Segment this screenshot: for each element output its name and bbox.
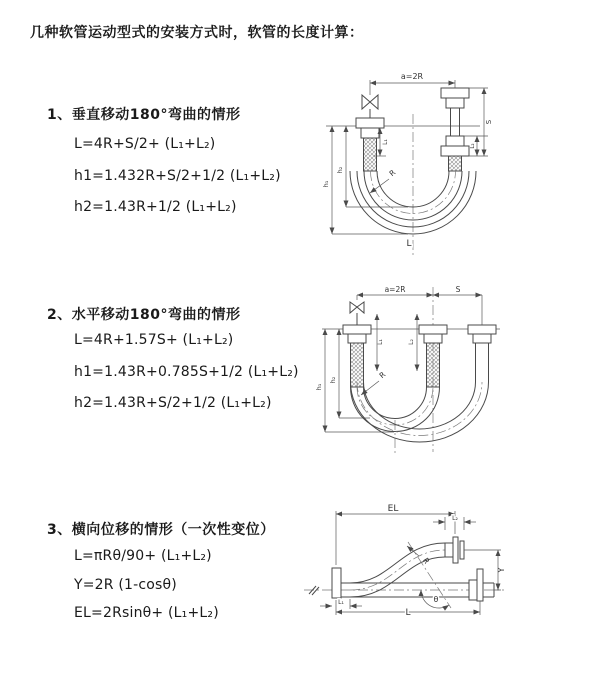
section-2-formula-l: L=4R+1.57S+ (L₁+L₂)	[74, 332, 234, 348]
left-braided-hose	[351, 343, 364, 387]
dim-label-h2: h₂	[336, 166, 344, 174]
radius-leader-arrow	[370, 179, 389, 193]
dim-label-a2r: a=2R	[384, 285, 406, 294]
valve-icon	[350, 302, 364, 313]
mid-flange-cap	[419, 325, 447, 334]
radius-label: R	[377, 369, 388, 381]
mid-braided-hose	[427, 343, 440, 387]
hose2-arc-outer	[351, 382, 489, 442]
right-flange-hub-upper	[446, 98, 464, 108]
diagram-vertical-180-bend	[312, 66, 600, 262]
hose1-arc-inner	[364, 387, 427, 419]
diagram-horizontal-180-bend	[308, 282, 600, 460]
valve-icon	[362, 95, 378, 109]
radius-label: R	[420, 556, 432, 566]
mid-flange-hub	[424, 334, 442, 343]
right-flange-cap-upper	[441, 88, 469, 98]
length-label: L	[406, 239, 412, 249]
upper-flange-hub	[445, 543, 453, 557]
section-2-heading: 2、水平移动180°弯曲的情形	[47, 307, 241, 323]
right-flange-cap-lower	[441, 146, 469, 156]
left-flange-hub	[361, 128, 379, 138]
right-flange-hub	[469, 580, 477, 600]
dim-label-h1: h₁	[322, 180, 330, 188]
left-flange-cap	[356, 118, 384, 128]
section-1-formula-h1: h1=1.432R+S/2+1/2 (L₁+L₂)	[74, 168, 281, 184]
section-1-formula-h2: h2=1.43R+1/2 (L₁+L₂)	[74, 199, 237, 215]
dim-label-y: Y	[497, 567, 506, 573]
right-pipe-stem	[451, 108, 460, 136]
dim-label-l1: L₁	[377, 339, 384, 345]
right-braided-hose	[449, 156, 462, 171]
upper-flange-plate-2	[460, 541, 464, 559]
left-flange-plate	[332, 568, 341, 598]
dim-label-l2: L₂	[408, 339, 415, 345]
theta-label: θ	[433, 595, 439, 604]
section-3-formula-l: L=πRθ/90+ (L₁+L₂)	[74, 548, 212, 564]
dim-label-l1: L₁	[382, 139, 389, 145]
upper-flange-plate-1	[453, 537, 458, 563]
section-2-formula-h2: h2=1.43R+S/2+1/2 (L₁+L₂)	[74, 395, 272, 411]
extension-lines	[357, 295, 482, 325]
hose1-arc-centerline	[357, 387, 433, 425]
dim-label-l1: L₁	[338, 599, 344, 606]
left-flange-hub	[348, 334, 366, 343]
dim-label-l2: L₂	[470, 143, 476, 149]
right-flange-hub	[473, 334, 491, 343]
page-title: 几种软管运动型式的安装方式时，软管的长度计算：	[30, 25, 364, 41]
hose2-right-leg	[476, 343, 489, 382]
dim-label-s: S	[485, 119, 493, 125]
section-3-formula-el: EL=2Rsinθ+ (L₁+L₂)	[74, 605, 219, 621]
right-flange-hub-lower	[446, 136, 464, 146]
section-2-formula-h1: h1=1.43R+0.785S+1/2 (L₁+L₂)	[74, 364, 299, 380]
diagram-lateral-displacement	[298, 500, 600, 630]
dim-label-l2: L₂	[452, 515, 458, 522]
left-flange-cap	[343, 325, 371, 334]
el-extension-lines	[336, 511, 455, 565]
right-flange-plate	[477, 569, 483, 601]
radius-label: R	[387, 167, 398, 179]
section-3-heading: 3、横向位移的情形（一次性变位）	[47, 522, 275, 538]
section-3-formula-y: Y=2R (1-cosθ)	[74, 577, 177, 593]
left-braided-hose	[364, 138, 377, 171]
dim-label-l: L	[405, 608, 411, 618]
right-flange-cap	[468, 325, 496, 334]
section-1-heading: 1、垂直移动180°弯曲的情形	[47, 107, 241, 123]
s-hose-centerline	[350, 550, 445, 590]
dim-label-h1: h₁	[315, 383, 323, 391]
dim-label-el: EL	[387, 504, 399, 514]
dim-label-s: S	[455, 285, 461, 294]
pipe-break-mark	[309, 586, 319, 595]
section-1-formula-l: L=4R+S/2+ (L₁+L₂)	[74, 136, 216, 152]
dim-label-h2: h₂	[329, 376, 337, 384]
dim-label-a2r: a=2R	[400, 72, 424, 81]
